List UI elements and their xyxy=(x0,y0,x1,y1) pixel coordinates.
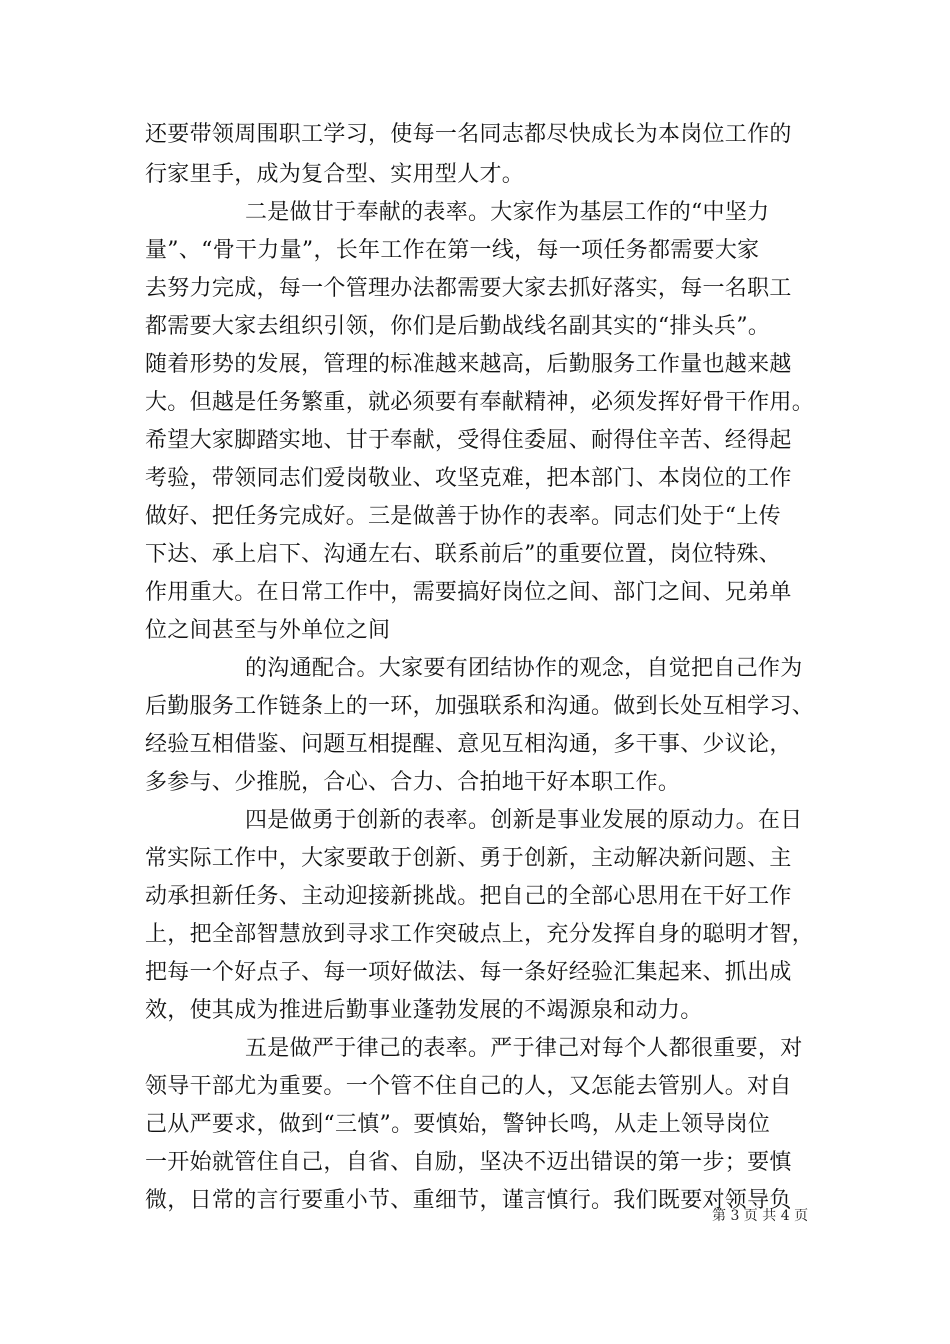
text-line: 行家里手，成为复合型、实用型人才。 xyxy=(145,162,525,187)
text-line: 领导干部尤为重要。一个管不住自己的人，又怎能去管别人。对自 xyxy=(145,1074,792,1099)
paragraph-heading-line: 二是做甘于奉献的表率。大家作为基层工作的“中坚力 xyxy=(245,200,770,225)
text-line: 量”、“骨干力量”，长年工作在第一线，每一项任务都需要大家 xyxy=(145,238,760,263)
text-line: 随着形势的发展，管理的标准越来越高，后勤服务工作量也越来越 xyxy=(145,352,792,377)
text-line: 希望大家脚踏实地、甘于奉献，受得住委屈、耐得住辛苦、经得起 xyxy=(145,428,792,453)
text-line: 经验互相借鉴、问题互相提醒、意见互相沟通，多干事、少议论， xyxy=(145,732,792,757)
page-number-footer: 第 3 页 共 4 页 xyxy=(712,1208,809,1224)
text-line: 去努力完成，每一个管理办法都需要大家去抓好落实，每一名职工 xyxy=(145,276,792,301)
text-line: 考验，带领同志们爱岗敬业、攻坚克难，把本部门、本岗位的工作 xyxy=(145,466,792,491)
text-line: 后勤服务工作链条上的一环，加强联系和沟通。做到长处互相学习、 xyxy=(145,694,815,719)
text-line: 下达、承上启下、沟通左右、联系前后”的重要位置，岗位特殊、 xyxy=(145,542,781,567)
paragraph-heading-line: 五是做严于律己的表率。严于律己对每个人都很重要，对 xyxy=(245,1036,803,1061)
text-line: 作用重大。在日常工作中，需要搞好岗位之间、部门之间、兄弟单 xyxy=(145,580,792,605)
paragraph-heading-line: 四是做勇于创新的表率。创新是事业发展的原动力。在日 xyxy=(245,808,803,833)
text-line: 位之间甚至与外单位之间 xyxy=(145,618,391,643)
text-line: 常实际工作中，大家要敢于创新、勇于创新，主动解决新问题、主 xyxy=(145,846,792,871)
text-line: 还要带领周围职工学习，使每一名同志都尽快成长为本岗位工作的 xyxy=(145,122,792,147)
text-line: 大。但越是任务繁重，就必须要有奉献精神，必须发挥好骨干作用。 xyxy=(145,390,815,415)
text-line: 效，使其成为推进后勤事业蓬勃发展的不竭源泉和动力。 xyxy=(145,998,703,1023)
text-line: 一开始就管住自己，自省、自励，坚决不迈出错误的第一步；要慎 xyxy=(145,1150,792,1175)
text-line: 多参与、少推脱，合心、合力、合拍地干好本职工作。 xyxy=(145,770,681,795)
text-line: 微，日常的言行要重小节、重细节，谨言慎行。我们既要对领导负 xyxy=(145,1188,792,1213)
text-line: 动承担新任务、主动迎接新挑战。把自己的全部心思用在干好工作 xyxy=(145,884,792,909)
text-line: 上，把全部智慧放到寻求工作突破点上，充分发挥自身的聪明才智， xyxy=(145,922,815,947)
text-line: 做好、把任务完成好。三是做善于协作的表率。同志们处于“上传 xyxy=(145,504,781,529)
text-line: 的沟通配合。大家要有团结协作的观念，自觉把自己作为 xyxy=(245,656,803,681)
text-line: 己从严要求，做到“三慎”。要慎始，警钟长鸣，从走上领导岗位 xyxy=(145,1112,771,1137)
text-line: 把每一个好点子、每一项好做法、每一条好经验汇集起来、抓出成 xyxy=(145,960,792,985)
text-line: 都需要大家去组织引领，你们是后勤战线名副其实的“排头兵”。 xyxy=(145,314,771,339)
